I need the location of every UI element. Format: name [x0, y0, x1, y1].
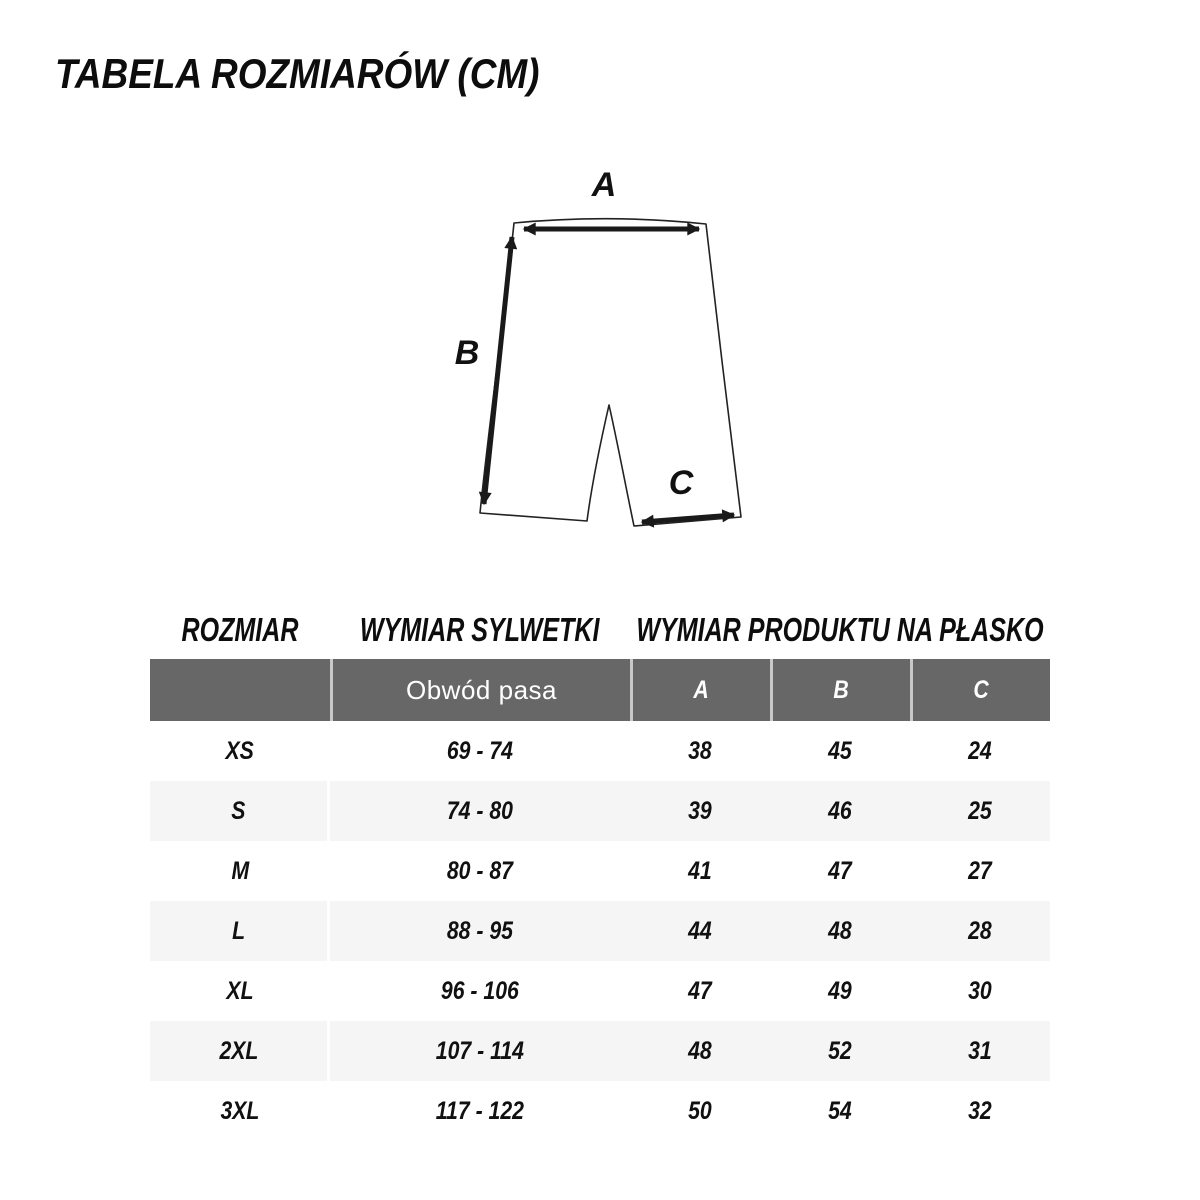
b-cell: 49 [828, 976, 852, 1005]
b-cell: 45 [828, 736, 852, 765]
c-cell: 31 [910, 1021, 1050, 1081]
c-cell: 30 [968, 976, 992, 1005]
waist-cell: 80 - 87 [446, 856, 514, 885]
subheader-c-cell: C [910, 659, 1050, 721]
group-header-product: WYMIAR PRODUKTU NA PŁASKO [636, 611, 1044, 648]
a-cell: 41 [688, 856, 712, 885]
table-row [150, 1021, 1050, 1081]
size-cell: S [150, 781, 330, 841]
page-title: TABELA ROZMIARÓW (CM) [55, 50, 540, 97]
size-cell: 3XL [220, 1096, 260, 1125]
a-cell: 38 [688, 736, 712, 765]
waist-cell: 69 - 74 [446, 736, 514, 765]
table-row [150, 841, 1050, 901]
c-cell: 27 [968, 856, 992, 885]
a-cell: 50 [688, 1096, 712, 1125]
c-cell: 28 [910, 901, 1050, 961]
size-table [150, 659, 1050, 1141]
c-cell: 25 [910, 781, 1050, 841]
group-header-body: WYMIAR SYLWETKI [360, 611, 600, 648]
diagram-label-a: A [591, 166, 617, 204]
b-cell: 54 [828, 1096, 852, 1125]
table-subheader-row [150, 659, 1050, 721]
shorts-diagram [430, 140, 790, 560]
b-cell: 52 [770, 1021, 910, 1081]
a-cell: 48 [630, 1021, 770, 1081]
b-cell: 47 [828, 856, 852, 885]
b-cell: 48 [770, 901, 910, 961]
size-cell: M [231, 856, 249, 885]
c-cell: 32 [968, 1096, 992, 1125]
subheader-waist-cell: Obwód pasa [330, 659, 630, 721]
waist-cell: 88 - 95 [330, 901, 630, 961]
size-cell: XL [226, 976, 254, 1005]
group-header-size: ROZMIAR [181, 611, 299, 648]
diagram-label-b: B [454, 334, 480, 372]
diagram-label-c: C [668, 464, 694, 502]
waist-cell: 117 - 122 [435, 1096, 525, 1125]
size-cell: XS [225, 736, 255, 765]
subheader-a-cell: A [630, 659, 770, 721]
a-cell: 44 [630, 901, 770, 961]
size-cell: L [150, 901, 330, 961]
size-cell: 2XL [150, 1021, 330, 1081]
subheader-size-cell [150, 659, 330, 721]
table-row [150, 781, 1050, 841]
b-cell: 46 [770, 781, 910, 841]
subheader-b-cell: B [770, 659, 910, 721]
waist-cell: 107 - 114 [330, 1021, 630, 1081]
waist-cell: 96 - 106 [441, 976, 519, 1005]
waist-cell: 74 - 80 [330, 781, 630, 841]
table-row [150, 721, 1050, 781]
table-row [150, 901, 1050, 961]
a-cell: 47 [688, 976, 712, 1005]
c-cell: 24 [968, 736, 992, 765]
a-cell: 39 [630, 781, 770, 841]
shorts-outline [480, 219, 741, 526]
table-group-headers [150, 608, 1050, 652]
table-row [150, 961, 1050, 1021]
table-row [150, 1081, 1050, 1141]
